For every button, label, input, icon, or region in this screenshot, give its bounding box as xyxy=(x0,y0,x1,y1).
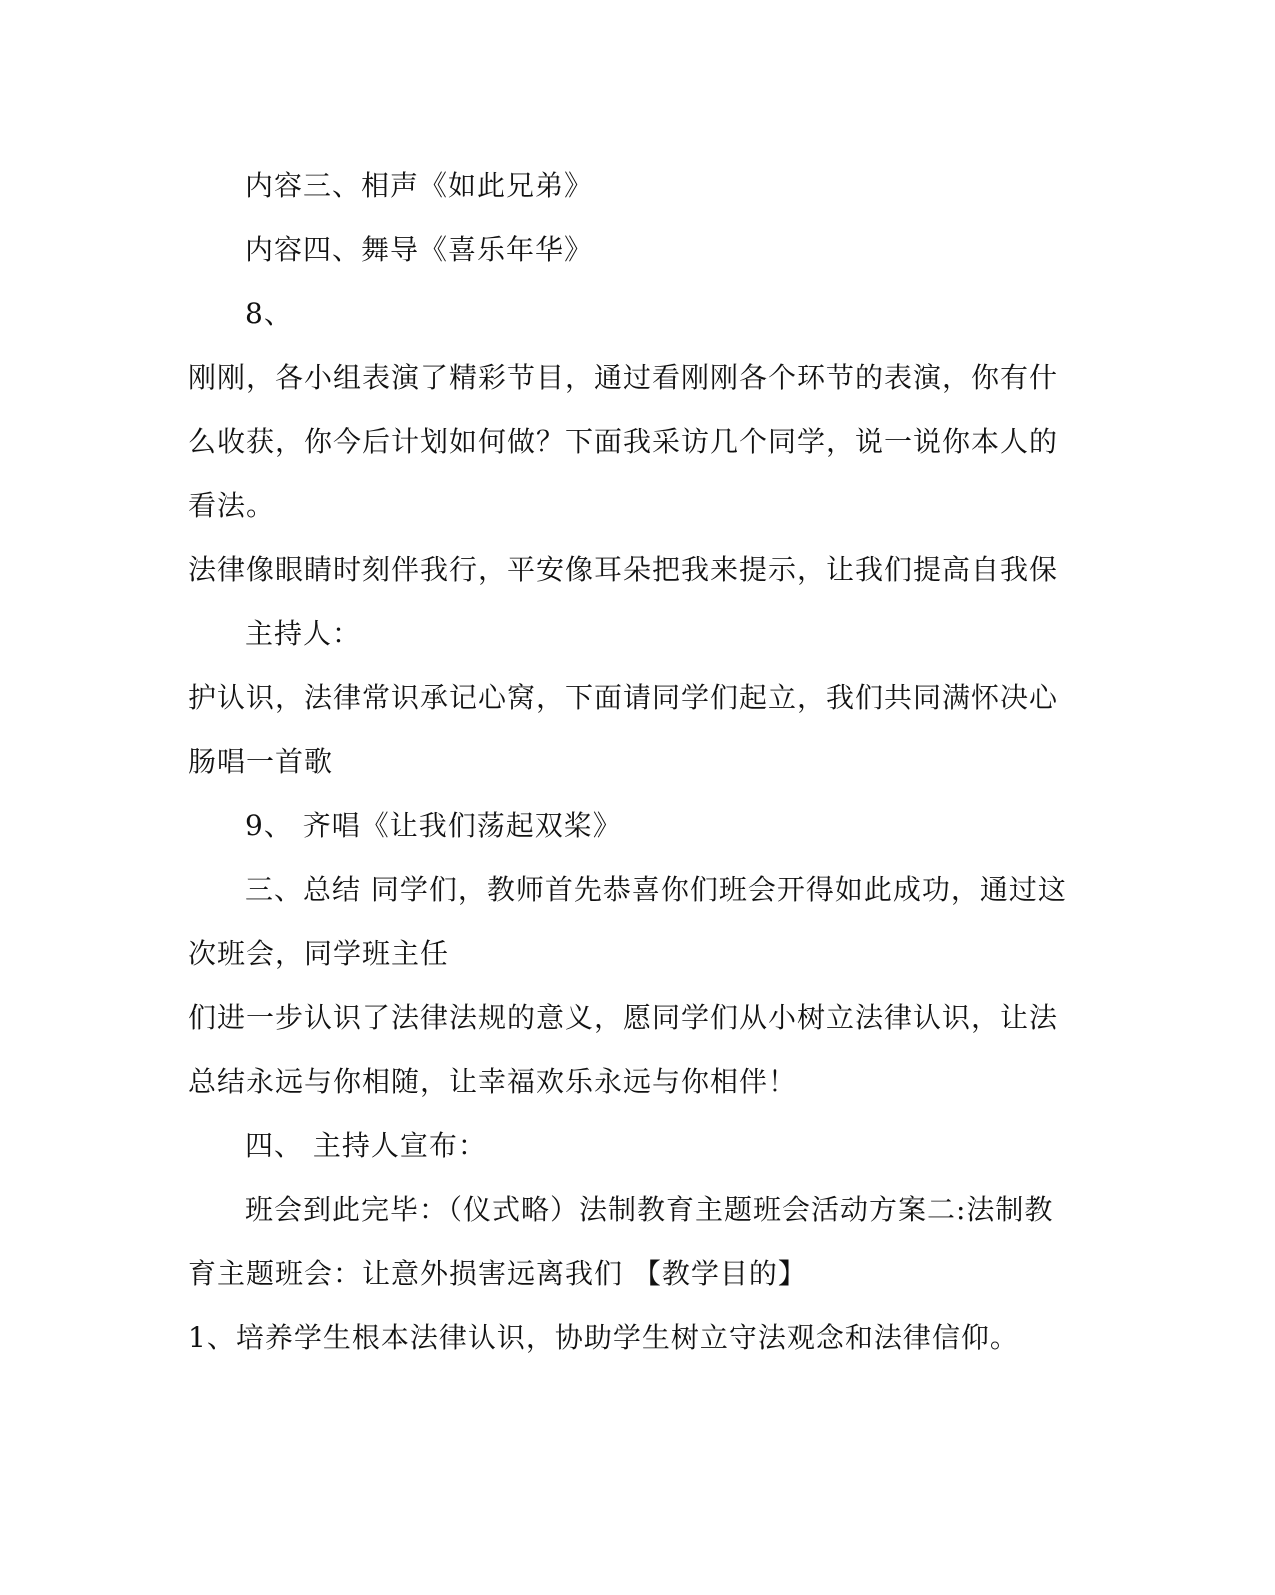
text-line: 三、总结 同学们，教师首先恭喜你们班会开得如此成功，通过这 xyxy=(245,873,1067,906)
text-line: 们进一步认识了法律法规的意义，愿同学们从小树立法律认识，让法 xyxy=(188,1001,1059,1034)
text-line: 总结永远与你相随，让幸福欢乐永远与你相伴！ xyxy=(188,1065,798,1098)
text-line: 次班会，同学班主任 xyxy=(188,937,450,970)
text-line: 法律像眼睛时刻伴我行，平安像耳朵把我来提示，让我们提高自我保 xyxy=(188,553,1059,586)
text-line: 刚刚，各小组表演了精彩节目，通过看刚刚各个环节的表演，你有什 xyxy=(188,361,1059,394)
text-line: 内容四、舞导《喜乐年华》 xyxy=(245,233,594,266)
text-line: 主持人： xyxy=(245,617,362,650)
text-line: 么收获，你今后计划如何做？下面我采访几个同学，说一说你本人的 xyxy=(188,425,1059,458)
text-line: 护认识，法律常识承记心窝，下面请同学们起立，我们共同满怀决心 xyxy=(188,681,1059,714)
text-line: 1、培养学生根本法律认识，协助学生树立守法观念和法律信仰。 xyxy=(188,1321,1019,1354)
text-line: 班会到此完毕：（仪式略）法制教育主题班会活动方案二:法制教 xyxy=(245,1193,1054,1226)
text-line: 9、 齐唱《让我们荡起双桨》 xyxy=(245,809,622,842)
text-line: 8、 xyxy=(245,297,293,330)
text-line: 看法。 xyxy=(188,489,276,522)
text-line: 肠唱一首歌 xyxy=(188,745,334,778)
text-line: 内容三、相声《如此兄弟》 xyxy=(245,169,594,202)
text-line: 四、 主持人宣布： xyxy=(245,1129,487,1162)
text-line: 育主题班会：让意外损害远离我们 【教学目的】 xyxy=(188,1257,807,1290)
